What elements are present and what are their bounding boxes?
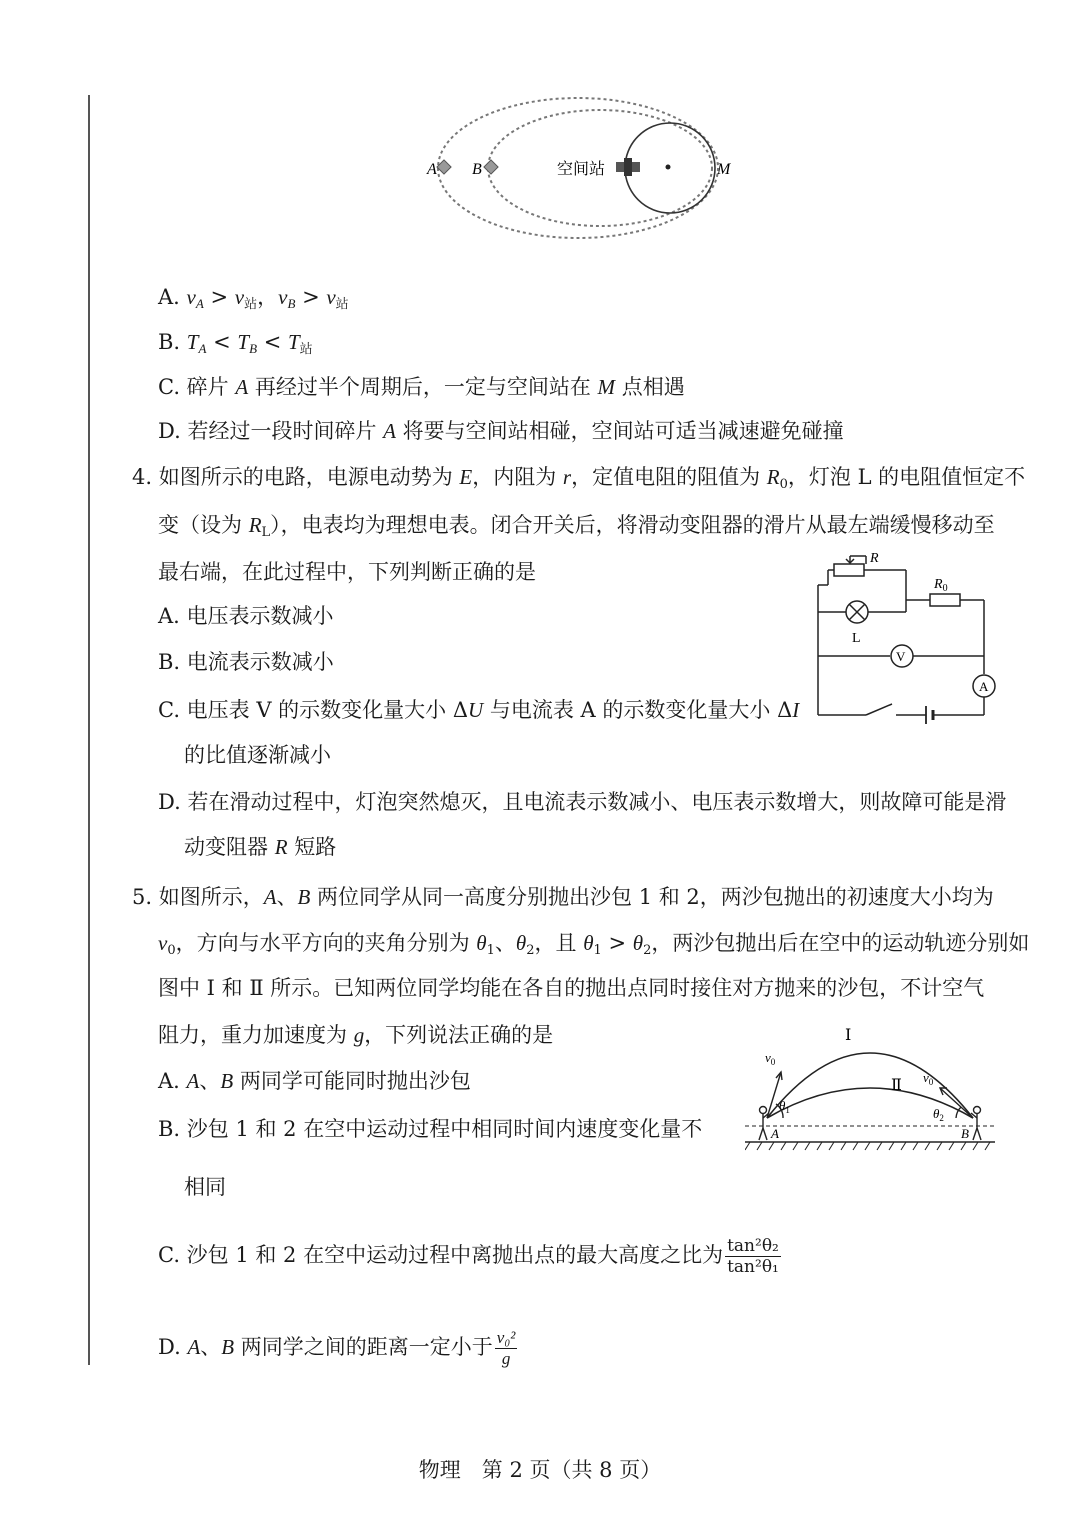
circuit-label-v: V [896, 649, 906, 664]
trajectory-label-2: Ⅱ [891, 1077, 902, 1094]
q4-stem-line-1: 4. 如图所示的电路，电源电动势为 E，内阻为 r，定值电阻的阻值为 $R_0$，灯泡 L 的电阻值恒定不 [132, 465, 1026, 492]
student-b-label: B [961, 1126, 969, 1141]
page-footer: 物理 第 2 页（共 8 页） [418, 1458, 662, 1482]
binding-margin-line [88, 95, 90, 1365]
q5-option-c-fraction: $\frac{\text{tan²θ₂}}{\text{tan²θ₁}}$ [727, 1236, 779, 1277]
space-station-icon [616, 158, 640, 176]
q5-option-c: C. 沙包 1 和 2 在空中运动过程中离抛出点的最大高度之比为 $\frac{\text{tan²θ₂}}{\text{tan²θ₁}}$ [158, 1236, 779, 1277]
v0-label-left: $v_0$ [765, 1050, 776, 1067]
q3-option-a: A. $v_A > v_站$，$v_B > v_站$ [158, 285, 349, 312]
q3-option-c: C. 碎片 A 再经过半个周期后，一定与空间站在 M 点相遇 [158, 375, 685, 399]
q4-option-a: A. 电压表示数减小 [158, 604, 334, 628]
q5-stem-line-1: 5. 如图所示，A、B 两位同学从同一高度分别抛出沙包 1 和 2，两沙包抛出的初速度大小均为 [132, 885, 994, 909]
projectile-figure [745, 1018, 1005, 1163]
orbit-label-m: M [717, 161, 731, 178]
orbit-label-a: A [427, 161, 437, 178]
circuit-label-r0: $R_0$ [934, 577, 948, 594]
debris-b-icon [484, 160, 498, 174]
q4-option-c-line-1: C. 电压表 V 的示数变化量大小 ΔU 与电流表 A 的示数变化量大小 ΔI [158, 698, 800, 722]
q5-option-b-line-2: 相同 [184, 1175, 226, 1199]
orbit-figure [410, 88, 740, 248]
q3-option-b: B. $T_A < T_B < T_站$ [158, 330, 313, 357]
orbit-label-station: 空间站 [557, 161, 606, 178]
theta2-label: $\theta_2$ [933, 1106, 944, 1123]
q4-option-b: B. 电流表示数减小 [158, 650, 334, 674]
orbit-label-b: B [472, 161, 482, 178]
q4-stem-line-2: 变（设为 $R_L$），电表均为理想电表。闭合开关后，将滑动变阻器的滑片从最左端缓慢移动至 [158, 513, 995, 540]
q4-option-c-line-2: 的比值逐渐减小 [184, 743, 331, 767]
circuit-label-l: L [852, 631, 861, 646]
student-a-label: A [771, 1126, 779, 1141]
q5-stem-line-4: 阻力，重力加速度为 g，下列说法正确的是 [158, 1023, 554, 1047]
q4-stem-line-3: 最右端，在此过程中，下列判断正确的是 [158, 560, 536, 584]
q4-option-d-line-2: 动变阻器 R 短路 [184, 835, 337, 859]
circuit-label-r: R [870, 551, 879, 566]
earth-center-dot [666, 165, 671, 170]
v0-label-right: $v_0$ [923, 1070, 934, 1087]
q5-stem-line-2: $v_0$，方向与水平方向的夹角分别为 $\theta_1$、$\theta_2$，且 $\theta_1 > \theta_2$，两沙包抛出后在空中的运动轨迹分别如 [158, 931, 1030, 958]
q3-option-d: D. 若经过一段时间碎片 A 将要与空间站相碰，空间站可适当减速避免碰撞 [158, 419, 844, 443]
q5-option-a: A. A、B 两同学可能同时抛出沙包 [158, 1069, 471, 1093]
q5-option-b-line-1: B. 沙包 1 和 2 在空中运动过程中相同时间内速度变化量不 [158, 1117, 703, 1141]
q5-stem-line-3: 图中 Ⅰ 和 Ⅱ 所示。已知两位同学均能在各自的抛出点同时接住对方抛来的沙包，不计空气 [158, 976, 985, 1000]
circuit-diagram [806, 550, 1006, 725]
q5-option-d-fraction: $\frac{\text{v₀²}}{g}$ [496, 1328, 516, 1368]
q5-option-d: D. A、B 两同学之间的距离一定小于 $\frac{\text{v₀²}}{g}$ [158, 1328, 516, 1368]
q4-option-d-line-1: D. 若在滑动过程中，灯泡突然熄灭，且电流表示数减小、电压表示数增大，则故障可能是滑 [158, 790, 1007, 814]
circuit-label-a: A [979, 679, 989, 694]
trajectory-label-1: Ⅰ [845, 1027, 852, 1044]
theta1-label: $\theta_1$ [779, 1098, 790, 1115]
